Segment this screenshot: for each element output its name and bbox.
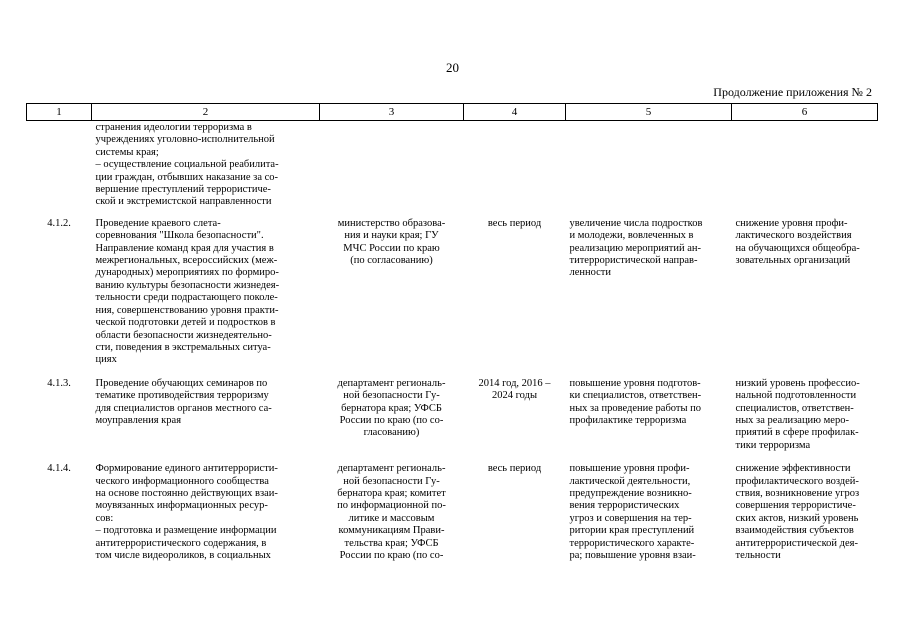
period-cell: весь период xyxy=(487,217,542,229)
column-header: 1 xyxy=(27,104,92,121)
measure-cell: странения идеологии терроризма в учреждениях уголовно-исполнительной системы края; – осуществление социальной реабилита- ции граждан, отбывших наказание за со- вершение преступлений террористиче- ской и экстремистской направленности xyxy=(95,122,279,208)
result-cell: повышение уровня профи- лактической деятельности, предупреждение возникно- вения террористических угроз и совершения на тер- ритории края преступлений террористического характе- ра; повышение уровня взаи- xyxy=(569,463,696,561)
period-cell: 2014 год, 2016 – 2024 годы xyxy=(478,377,551,402)
executor-cell: министерство образова- ния и науки края; ГУ МЧС России по краю (по согласованию) xyxy=(337,217,446,267)
table-row xyxy=(27,375,878,460)
measures-table xyxy=(26,103,878,570)
column-header: 4 xyxy=(464,104,566,121)
column-header: 3 xyxy=(320,104,464,121)
period-cell: весь период xyxy=(487,463,542,475)
executor-cell: департамент региональ- ной безопасности Гу- бернатора края; комитет по информационной по- литике и массовым коммуникациям Прави- тельства края; УФСБ России по краю (по со- xyxy=(337,463,446,561)
page-number: 20 xyxy=(446,60,459,75)
table-row xyxy=(27,460,878,570)
consequence-cell: низкий уровень профессио- нальной подготовленности специалистов, ответствен- ных за реализацию меро- приятий в сфере профилак- тики терроризма xyxy=(735,377,860,451)
row-number: 4.1.2. xyxy=(47,217,71,229)
row-number xyxy=(27,121,92,215)
column-header: 5 xyxy=(566,104,732,121)
row-number: 4.1.3. xyxy=(47,377,71,389)
executor-cell: департамент региональ- ной безопасности Гу- бернатора края; УФСБ России по краю (по со- гласованию) xyxy=(337,377,446,439)
measure-cell: Проведение краевого слета- соревнования "Школа безопасности". Направление команд края для участия в межрегиональных, всероссийских (меж- дународных) мероприятиях по формиро- ванию культуры безопасности жизнедея- тельности среди подрастающего поколе- ния, совершенствованию уровня практи- ческой подготовки детей и подростков в области безопасности жизнедеятельно- сти, поведения в экстремальных ситуа- циях xyxy=(95,217,280,366)
result-cell xyxy=(566,121,732,215)
row-number: 4.1.4. xyxy=(47,463,71,475)
period-cell xyxy=(464,121,566,215)
consequence-cell: снижение эффективности профилактического воздей- ствия, возникновение угроз совершения террористиче- ских актов, низкий уровень взаимодействия субъектов антитеррористической дея- тельности xyxy=(735,463,860,561)
consequence-cell xyxy=(732,121,878,215)
executor-cell xyxy=(320,121,464,215)
result-cell: повышение уровня подготов- ки специалистов, ответствен- ных за проведение работы по профилактике терроризма xyxy=(569,377,702,426)
consequence-cell: снижение уровня профи- лактического воздействия на обучающихся общеобра- зовательных организаций xyxy=(735,217,860,267)
result-cell: увеличение числа подростков и молодежи, вовлеченных в реализацию мероприятий ан- титеррористической направ- ленности xyxy=(569,217,703,279)
table-header-row xyxy=(27,104,878,121)
table-row xyxy=(27,215,878,375)
column-header: 6 xyxy=(732,104,878,121)
appendix-continuation-label: Продолжение приложения № 2 xyxy=(713,85,872,99)
column-header: 2 xyxy=(92,104,320,121)
measure-cell: Проведение обучающих семинаров по тематике противодействия терроризму для специалистов органов местного са- моуправления края xyxy=(95,377,272,426)
table-row xyxy=(27,121,878,215)
measure-cell: Формирование единого антитеррористи- ческого информационного сообщества на основе постоянно действующих взаи- моувязанных информационных ресур- сов: – подготовка и размещение информации антитеррористического содержания, в том числе видеороликов, в социальных xyxy=(95,463,278,561)
